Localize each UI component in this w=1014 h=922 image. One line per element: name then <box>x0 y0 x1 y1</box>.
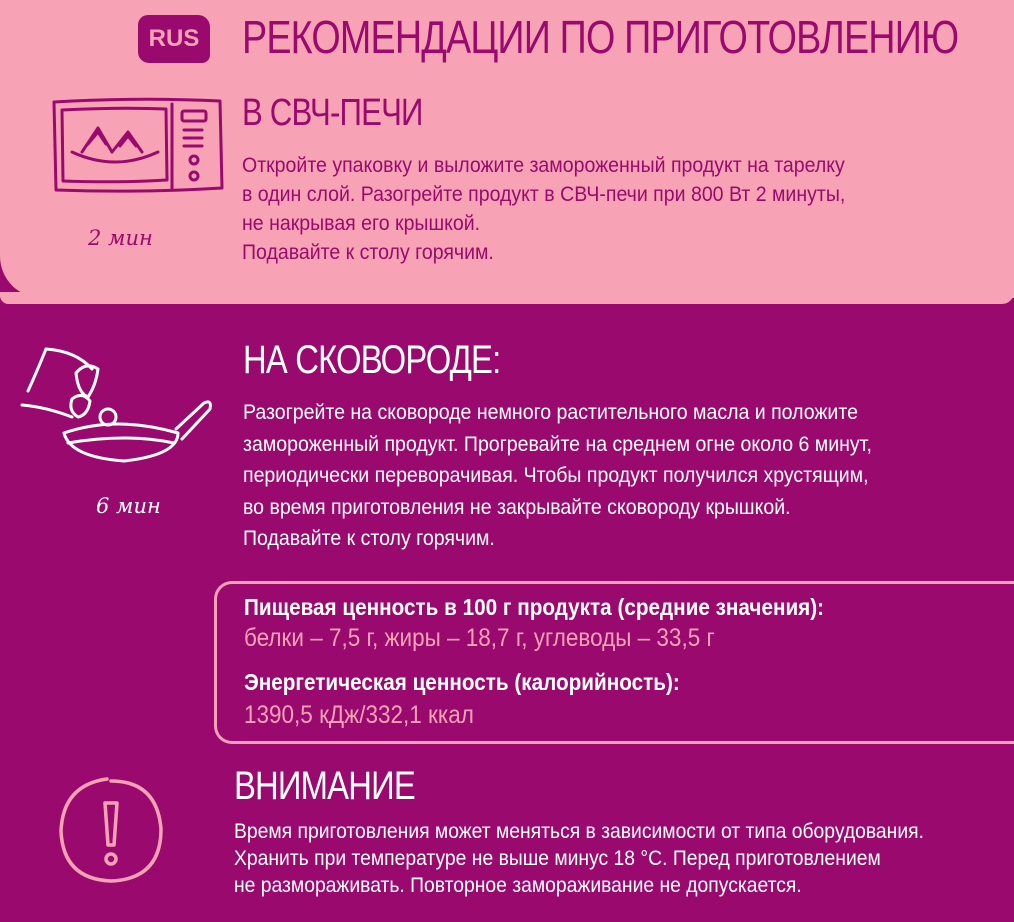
exclamation-icon <box>55 775 167 887</box>
warning-line: Хранить при температуре не выше минус 18 °С. Перед приготовлением <box>234 847 881 870</box>
pan-heading: НА СКОВОРОДЕ: <box>243 338 501 382</box>
microwave-icon <box>50 96 226 196</box>
pan-line: Разогрейте на сковороде немного растительного масла и положите <box>243 401 858 424</box>
nutrition-heading: Пищевая ценность в 100 г продукта (средние значения): <box>244 594 825 620</box>
frying-pan-icon <box>16 345 216 475</box>
microwave-heading: В СВЧ-ПЕЧИ <box>242 92 423 134</box>
pan-instructions <box>243 397 872 555</box>
pan-line: замороженный продукт. Прогревайте на среднем огне около 6 минут, <box>243 432 872 456</box>
pan-line: во время приготовления не закрывайте сковороду крышкой. <box>243 495 791 519</box>
microwave-time: 2 мин <box>88 226 153 250</box>
energy-values: 1390,5 кДж/332,1 ккал <box>244 701 474 729</box>
microwave-instructions <box>242 151 893 267</box>
warning-heading: ВНИМАНИЕ <box>234 764 415 808</box>
microwave-line: Откройте упаковку и выложите замороженный продукт на тарелку <box>242 154 845 177</box>
energy-heading: Энергетическая ценность (калорийность): <box>244 669 680 695</box>
pan-time: 6 мин <box>96 494 161 518</box>
pan-line: периодически переворачивая. Чтобы продукт получился хрустящим, <box>243 464 869 487</box>
microwave-line: не накрывая его крышкой. <box>242 212 481 235</box>
page-title: РЕКОМЕНДАЦИИ ПО ПРИГОТОВЛЕНИЮ <box>242 11 959 63</box>
microwave-line: Подавайте к столу горячим. <box>242 241 494 264</box>
nutrition-values: белки – 7,5 г, жиры – 18,7 г, углеводы – 33,5 г <box>244 624 715 652</box>
microwave-line: в один слой. Разогрейте продукт в СВЧ-печи при 800 Вт 2 минуты, <box>242 183 846 206</box>
warning-text <box>234 818 924 899</box>
warning-line: не размораживать. Повторное замораживание не допускается. <box>234 874 802 897</box>
pan-line: Подавайте к столу горячим. <box>243 527 495 550</box>
language-badge: RUS <box>138 15 210 63</box>
warning-line: Время приготовления может меняться в зависимости от типа оборудования. <box>234 820 924 843</box>
